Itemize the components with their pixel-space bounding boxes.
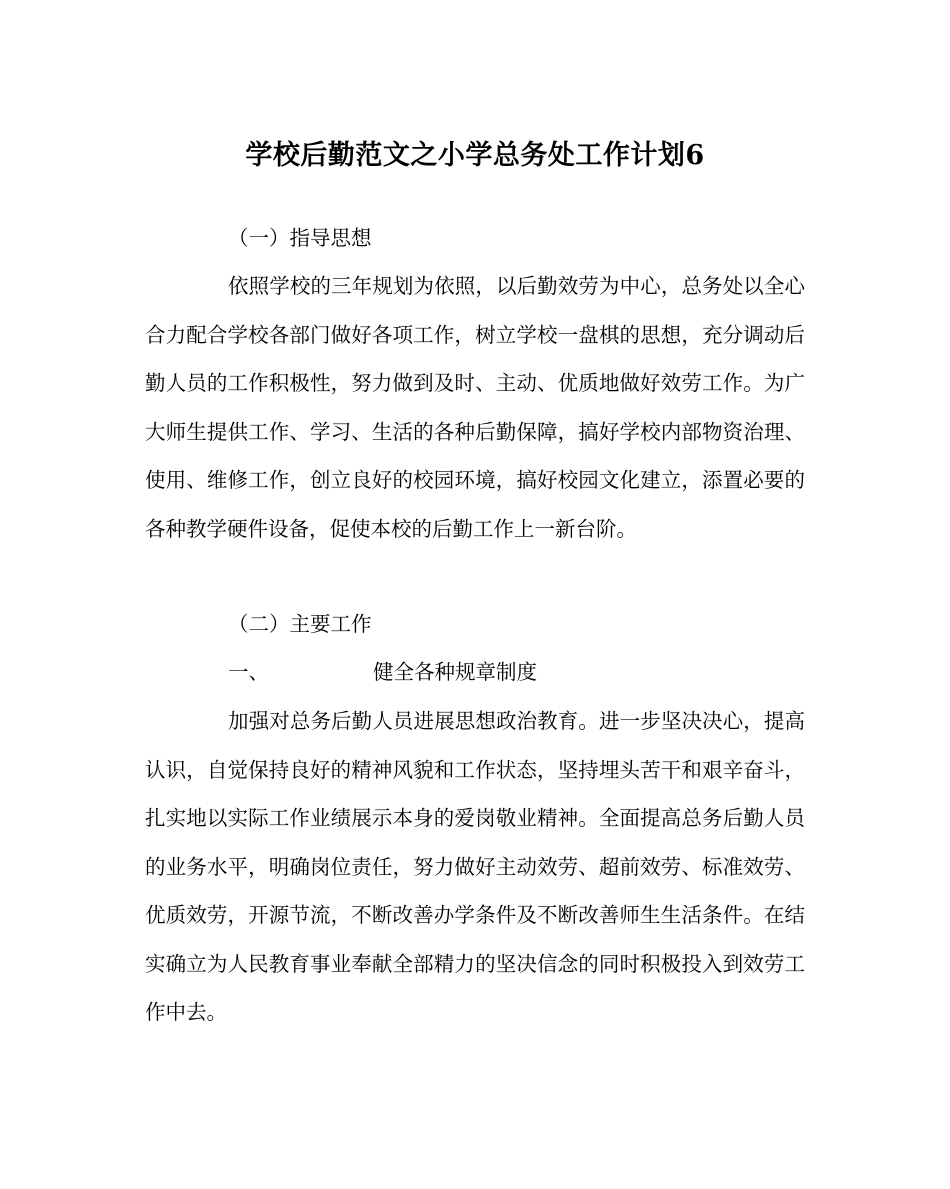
numbered-item-regulations xyxy=(228,648,537,697)
section-heading-main-work: （二）主要工作 xyxy=(228,612,372,636)
paragraph-guiding-thought xyxy=(145,262,805,553)
item-text: 健全各种规章制度 xyxy=(373,660,537,684)
paragraph-main-work xyxy=(145,697,805,1037)
paragraph-text: 加强对总务后勤人员进展思想政治教育。进一步坚决决心，提高认识，自觉保持良好的精神风貌和工作状态，坚持埋头苦干和艰辛奋斗，扎实地以实际工作业绩展示本身的爱岗敬业精神。全面提高总务后勤人员的业务水平，明确岗位责任，努力做好主动效劳、超前效劳、标准效劳、优质效劳，开源节流，不断改善办学条件及不断改善师生生活条件。在结实确立为人民教育事业奉献全部精力的坚决信念的同时积极投入到效劳工作中去。 xyxy=(145,709,805,1024)
section-heading-guiding-thought: （一）指导思想 xyxy=(228,226,372,250)
paragraph-text: 依照学校的三年规划为依照，以后勤效劳为中心，总务处以全心合力配合学校各部门做好各项工作，树立学校一盘棋的思想，充分调动后勤人员的工作积极性，努力做到及时、主动、优质地做好效劳工作。为广大师生提供工作、学习、生活的各种后勤保障，搞好学校内部物资治理、使用、维修工作，创立良好的校园环境，搞好校园文化建立，添置必要的各种教学硬件设备，促使本校的后勤工作上一新台阶。 xyxy=(145,274,805,541)
item-number: 一、 xyxy=(228,660,269,684)
document-title: 学校后勤范文之小学总务处工作计划6 xyxy=(245,140,705,171)
